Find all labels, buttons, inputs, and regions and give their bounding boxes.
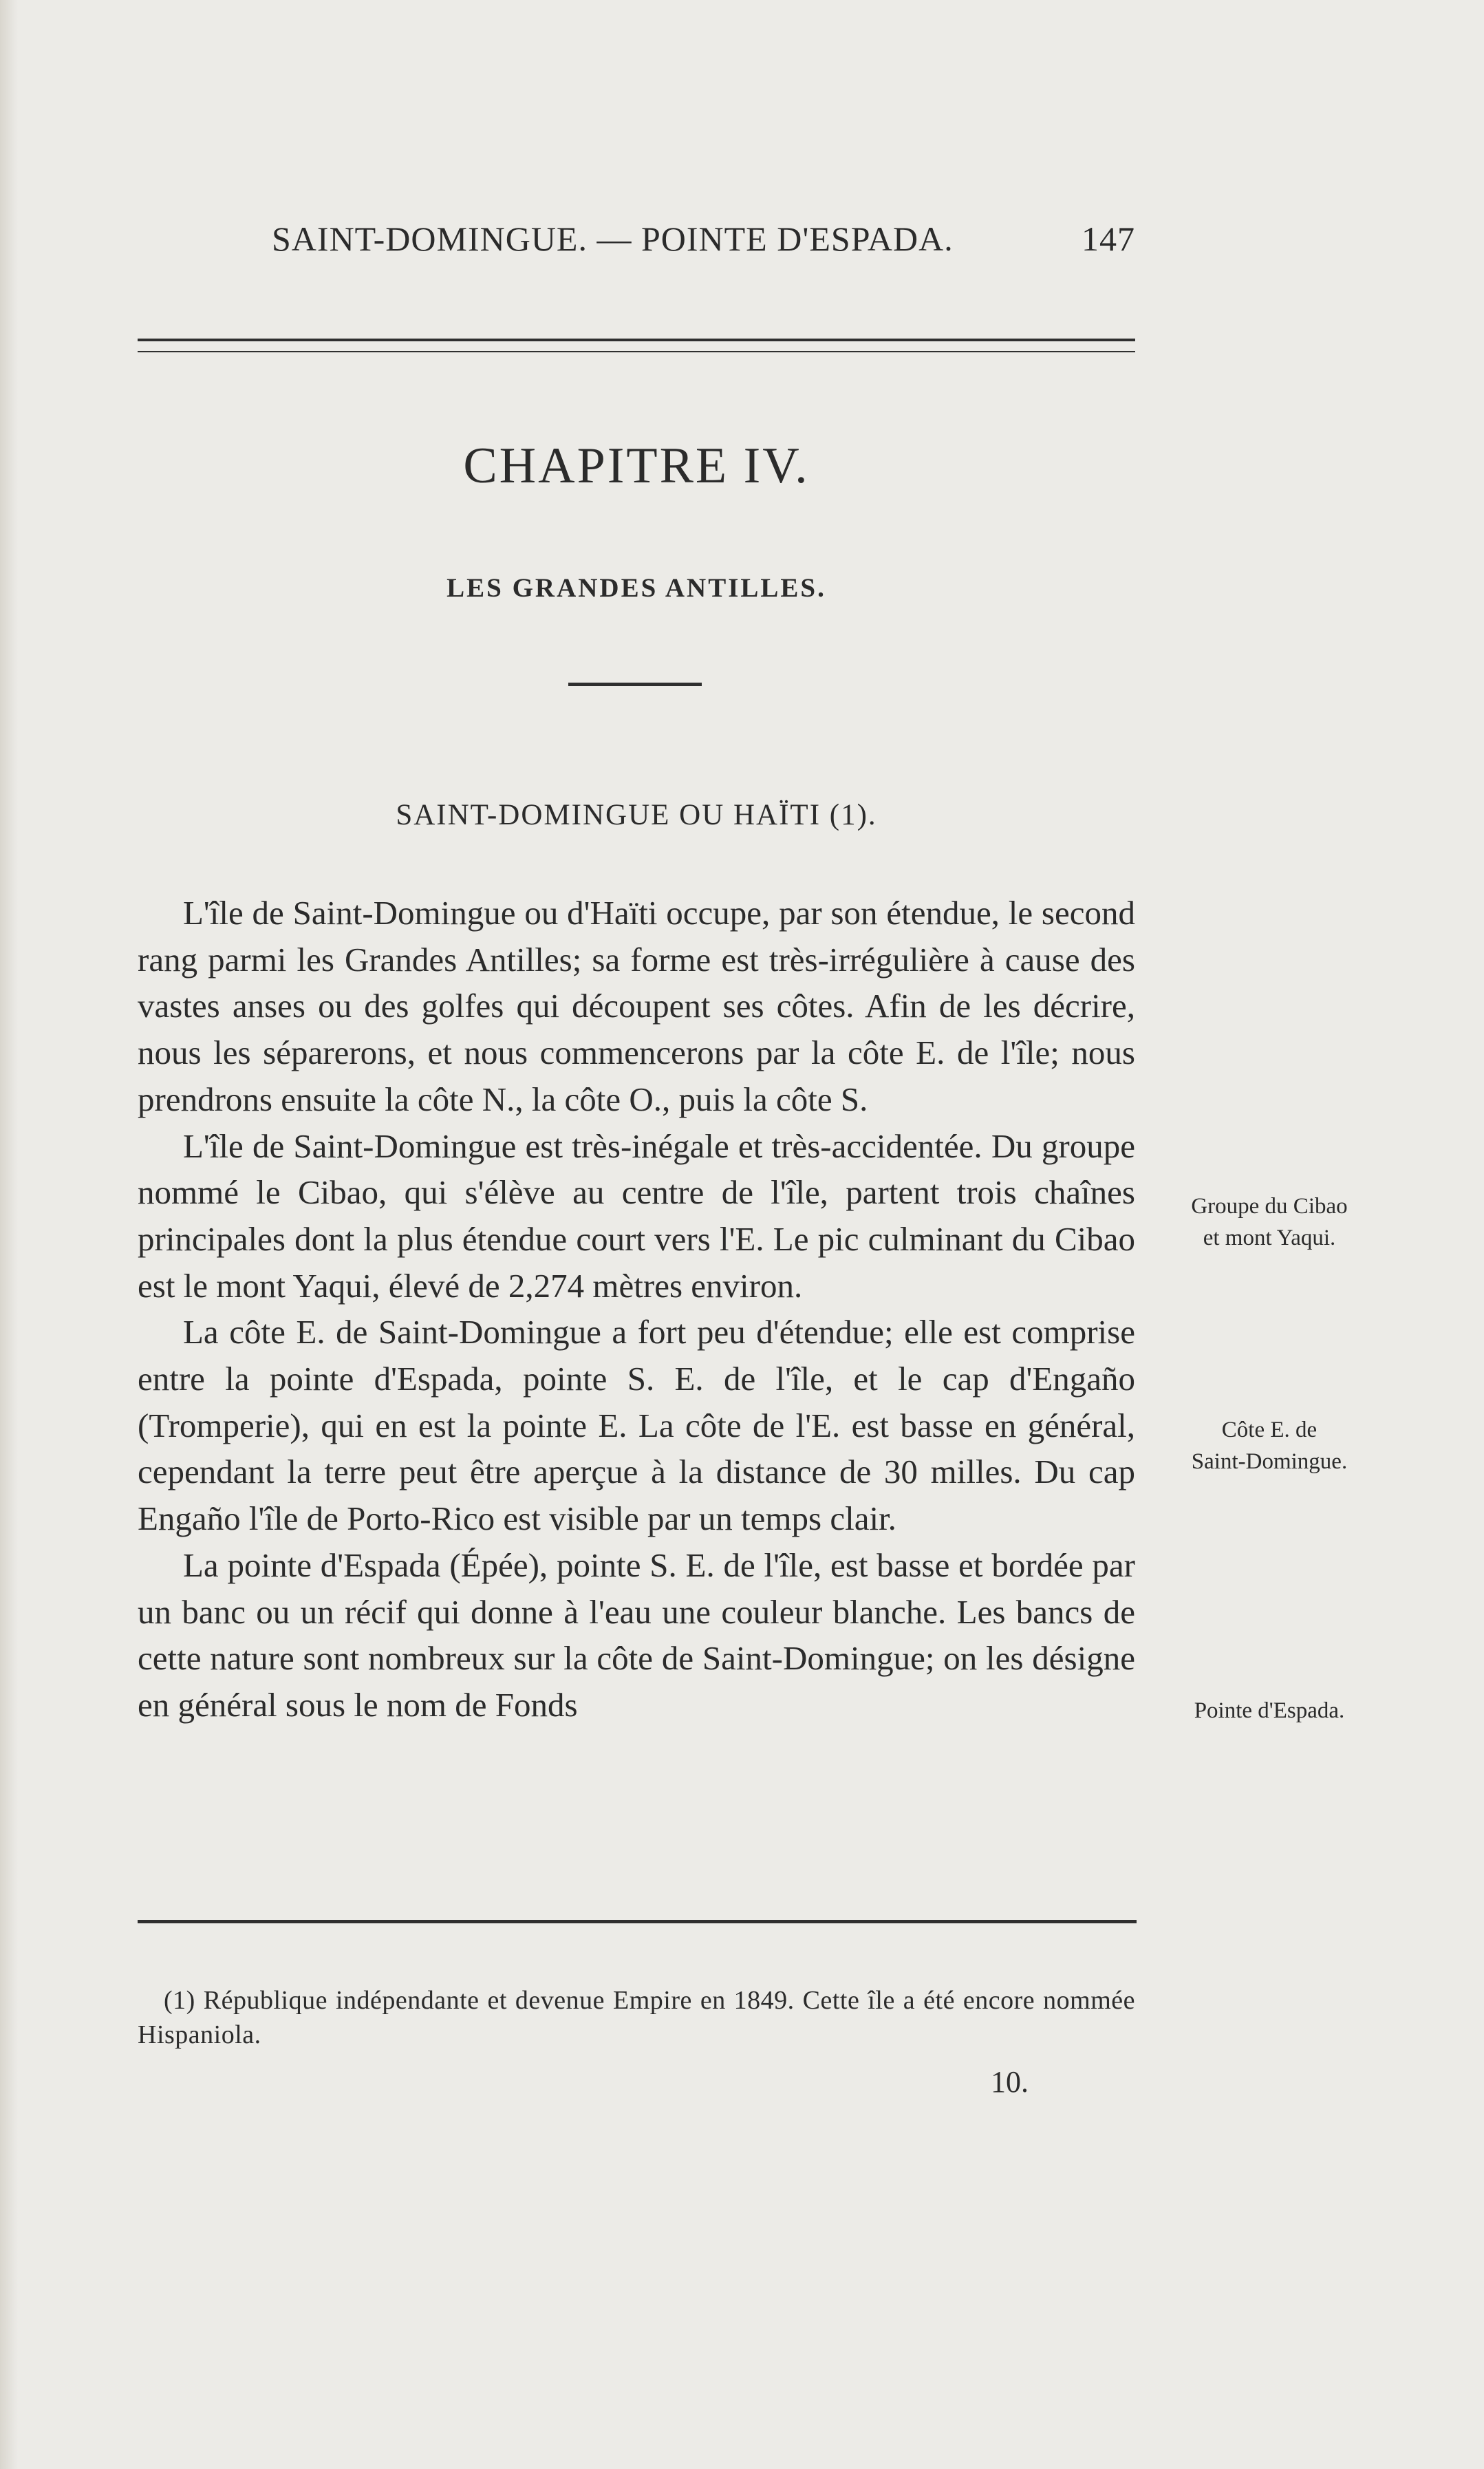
margin-note-cibao — [1163, 1190, 1376, 1254]
margin-note-pointe-espada — [1163, 1695, 1376, 1727]
section-subtitle: LES GRANDES ANTILLES. — [447, 573, 826, 603]
margin-note-line: Côte E. de — [1221, 1418, 1318, 1442]
ornamental-rule — [568, 683, 702, 686]
paragraph: La pointe d'Espada (Épée), pointe S. E. de l'île, est basse et bordée par un banc ou un récif qui donne à l'eau une couleur blanche. Les bancs de cette nature sont nombreux sur la côte de Saint-Domingue; on les désigne en général sous le nom de Fonds — [138, 1546, 1135, 1724]
margin-note-line: Saint-Domingue. — [1191, 1449, 1348, 1474]
header-double-rule — [138, 339, 1135, 352]
page-number: 147 — [1082, 220, 1135, 258]
paragraph: L'île de Saint-Domingue est très-inégale et très-accidentée. Du groupe nommé le Cibao, qui s'élève au centre de l'île, partent trois chaînes principales dont la plus étendue court vers l'E. Le pic culminant du Cibao est le mont Yaqui, élevé de 2,274 mètres environ. — [138, 1126, 1135, 1305]
margin-note-line: Groupe du Cibao — [1191, 1194, 1348, 1219]
running-title: SAINT-DOMINGUE. — POINTE D'ESPADA. — [272, 220, 954, 258]
page-edge-shadow — [0, 0, 18, 2469]
chapter-title: CHAPITRE IV. — [463, 438, 810, 494]
body-text — [138, 890, 1135, 1729]
running-head — [138, 219, 1135, 267]
footnote-rule — [138, 1920, 1137, 1923]
margin-note-line: et mont Yaqui. — [1203, 1226, 1336, 1250]
paragraph: La côte E. de Saint-Domingue a fort peu d'étendue; elle est comprise entre la pointe d'Espada, pointe S. E. de l'île, et le cap d'Engaño (Tromperie), qui en est la pointe E. La côte de l'E. est basse en général, cependant la terre peut être aperçue à la distance de 30 milles. Du cap Engaño l'île de Porto-Rico est visible par un temps clair. — [138, 1313, 1135, 1538]
margin-note-line: Pointe d'Espada. — [1194, 1698, 1345, 1723]
article-heading: SAINT-DOMINGUE OU HAÏTI (1). — [396, 799, 877, 831]
footnote: (1) République indépendante et devenue Empire en 1849. Cette île a été encore nommée Hispaniola. — [138, 1986, 1135, 2049]
margin-note-cote-est — [1163, 1414, 1376, 1477]
signature-mark: 10. — [991, 2065, 1029, 2099]
paragraph: L'île de Saint-Domingue ou d'Haïti occupe, par son étendue, le second rang parmi les Grandes Antilles; sa forme est très-irrégulière à cause des vastes anses ou des golfes qui découpent ses côtes. Afin de les décrire, nous les séparerons, et nous commencerons par la côte E. de l'île; nous prendrons ensuite la côte N., la côte O., puis la côte S. — [138, 894, 1135, 1118]
